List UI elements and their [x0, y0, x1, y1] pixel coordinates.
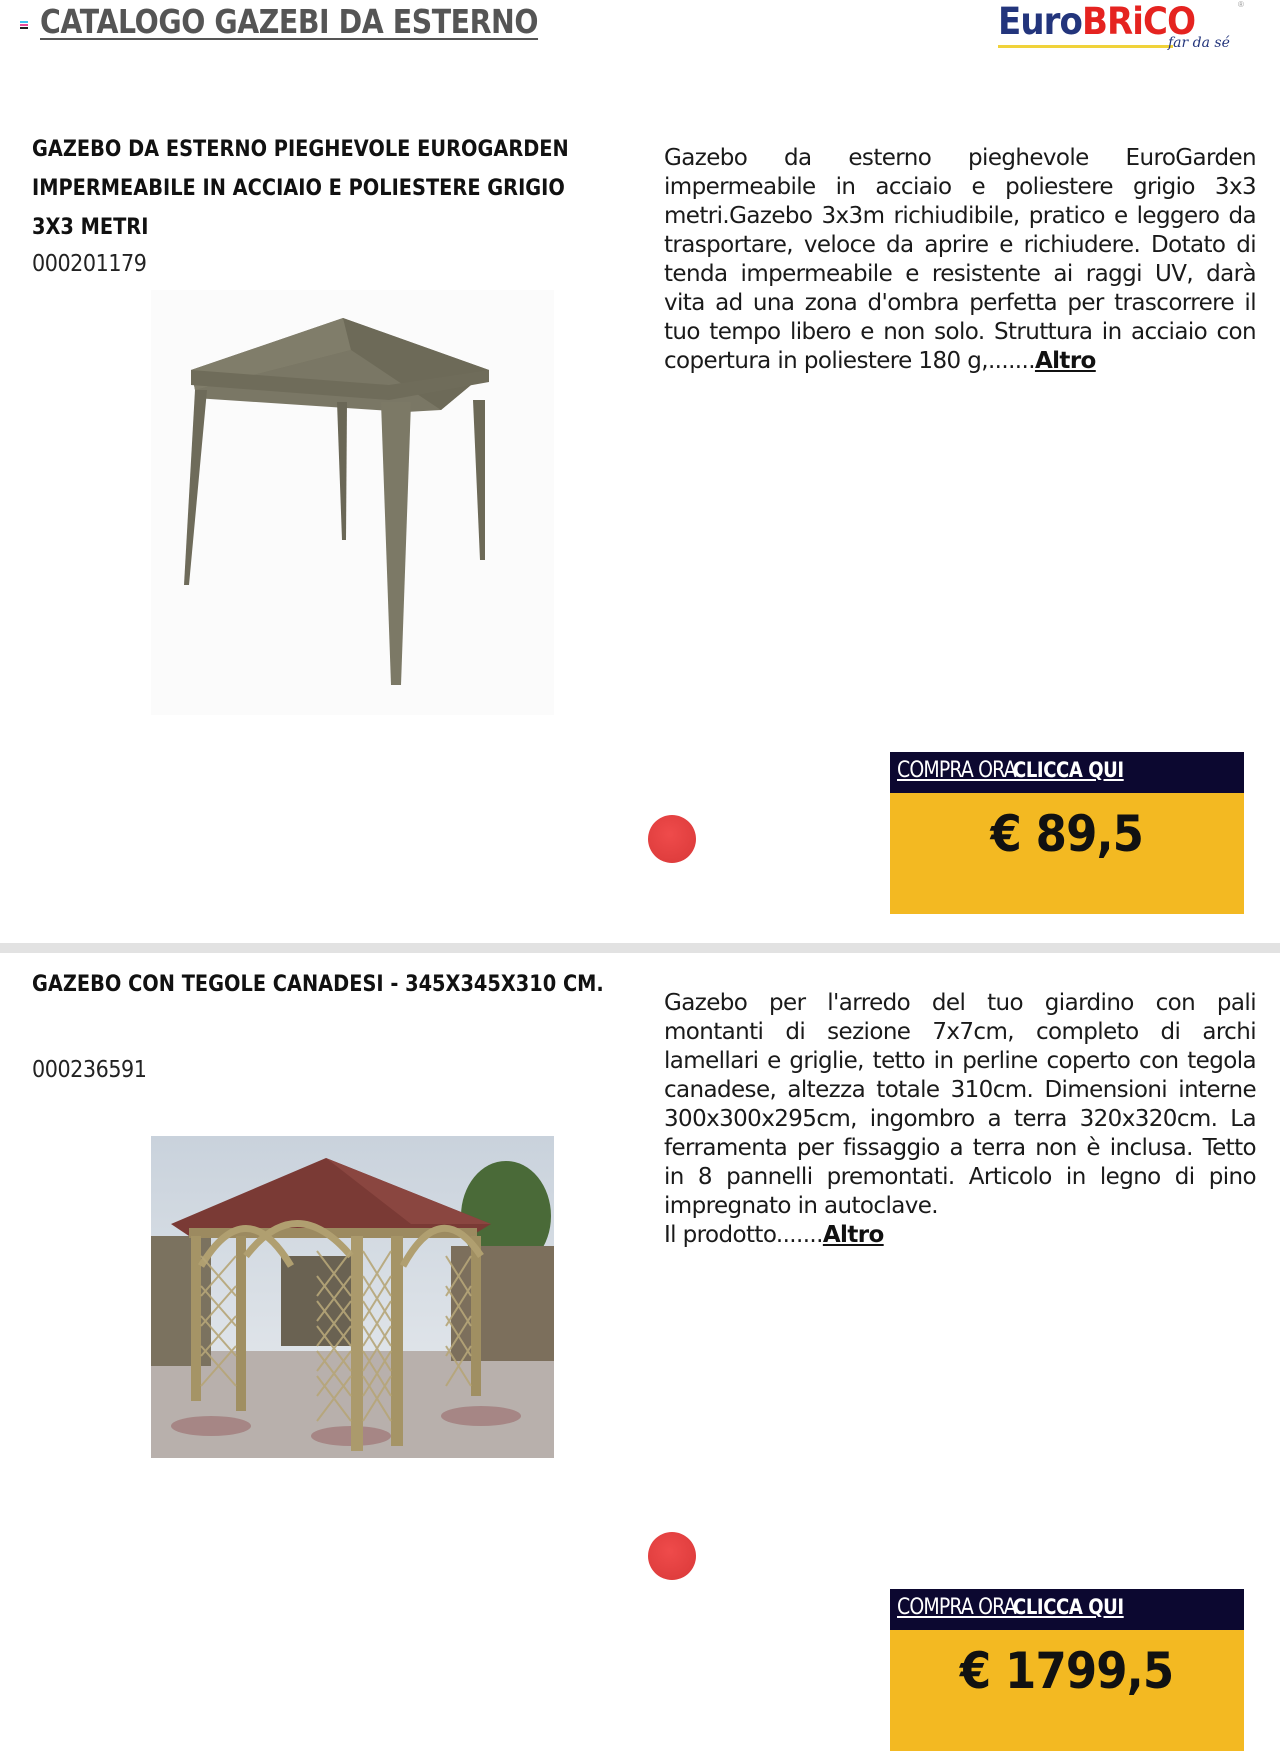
- folding-gazebo-image: [151, 290, 554, 715]
- buy-header: [890, 1589, 1244, 1630]
- description-text: Gazebo da esterno pieghevole EuroGarden impermeabile in acciaio e poliestere grigio 3x3 metri.Gazebo 3x3m richiudibile, pratico e leggero da trasportare, veloce da aprire e richiudere. Dotato di tenda impermeabile e resistente ai raggi UV, darà vita ad una zona d'ombra perfetta per trascorrere il tuo tempo libero e non solo. Struttura in acciaio con copertura in poliestere 180 g,.......: [664, 145, 1256, 374]
- buy-box: [890, 1589, 1244, 1751]
- product-image[interactable]: [151, 290, 554, 715]
- logo-underline: [998, 45, 1173, 48]
- section-divider: [0, 943, 1280, 953]
- click-here-link[interactable]: CLICCA QUI: [1013, 758, 1124, 782]
- eurobrico-logo: [998, 0, 1248, 60]
- status-dot: [648, 815, 696, 863]
- wooden-gazebo-image: [151, 1136, 554, 1458]
- buy-header: [890, 752, 1244, 793]
- product-image[interactable]: [151, 1136, 554, 1458]
- catalog-title[interactable]: CATALOGO GAZEBI DA ESTERNO: [40, 2, 539, 41]
- product-card: [0, 120, 1280, 920]
- price-box[interactable]: [890, 1630, 1244, 1751]
- logo-euro-text: Euro: [998, 0, 1082, 43]
- product-code: 000201179: [32, 251, 147, 277]
- click-here-link[interactable]: CLICCA QUI: [1013, 1595, 1124, 1619]
- product-description: [664, 989, 1256, 1250]
- logo-brico-text: BRiCO: [1081, 0, 1196, 43]
- price: € 89,5: [990, 805, 1144, 863]
- document-color-icon: [20, 21, 28, 30]
- description-tail: Il prodotto.......: [664, 1222, 823, 1248]
- price-box[interactable]: [890, 793, 1244, 914]
- more-link[interactable]: Altro: [822, 1222, 884, 1248]
- price: € 1799,5: [960, 1642, 1174, 1700]
- more-link[interactable]: Altro: [1034, 348, 1096, 374]
- page-header: [0, 0, 1280, 60]
- product-title: GAZEBO DA ESTERNO PIEGHEVOLE EUROGARDEN IMPERMEABILE IN ACCIAIO E POLIESTERE GRIGIO 3X3 METRI: [32, 137, 569, 240]
- logo-wordmark: [998, 0, 1195, 43]
- product-title: GAZEBO CON TEGOLE CANADESI - 345X345X310 CM.: [32, 972, 604, 997]
- buy-now-link[interactable]: COMPRA ORA: [897, 1595, 1016, 1620]
- product-card: [0, 955, 1280, 1750]
- logo-tagline: far da sé: [1168, 35, 1230, 51]
- buy-box: [890, 752, 1244, 914]
- product-code: 000236591: [32, 1057, 147, 1083]
- description-text: Gazebo per l'arredo del tuo giardino con pali montanti di sezione 7x7cm, completo di archi lamellari e griglie, tetto in perline coperto con tegola canadese, altezza totale 310cm. Dimensioni interne 300x300x295cm, ingombro a terra 320x320cm. La ferramenta per fissaggio a terra non è inclusa. Tetto in 8 pannelli premontati. Articolo in legno di pino impregnato in autoclave.: [664, 990, 1256, 1219]
- status-dot: [648, 1532, 696, 1580]
- registered-mark: ®: [1238, 0, 1244, 9]
- product-description: [664, 144, 1256, 376]
- buy-now-link[interactable]: COMPRA ORA: [897, 758, 1016, 783]
